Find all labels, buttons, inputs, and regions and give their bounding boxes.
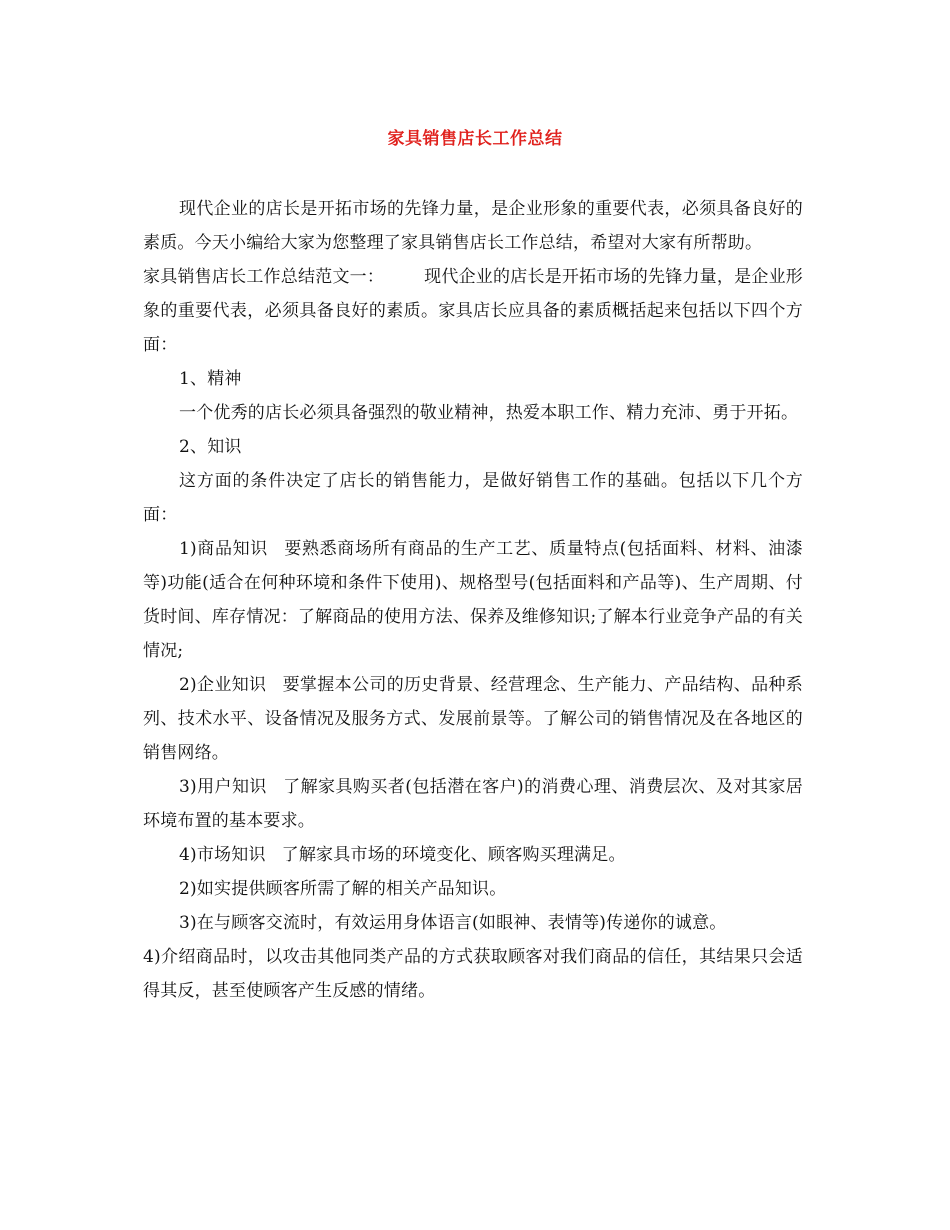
sample-heading: 家具销售店长工作总结范文一： bbox=[143, 267, 385, 287]
knowledge-text: 了解家具市场的环境变化、顾客购买理满足。 bbox=[281, 845, 626, 865]
knowledge-label: 4)市场知识 bbox=[179, 845, 266, 865]
sample-intro: 现代企业的店长是开拓市场的先锋力量，是企业形象的重要代表，必须具备良好的素质。家具店长应具备的素质概括起来包括以下四个方面： bbox=[143, 267, 803, 355]
section2-heading: 2、知识 bbox=[179, 437, 242, 457]
knowledge-text: 要熟悉商场所有商品的生产工艺、质量特点(包括面料、材料、油漆等)功能(适合在何种环境和条件下使用)、规格型号(包括面料和产品等)、生产周期、付货时间、库存情况：了解商品的使用方法、保养及维修知识;了解本行业竞争产品的有关情况; bbox=[143, 539, 803, 661]
document-title: 家具销售店长工作总结 bbox=[387, 129, 563, 149]
knowledge-item-product bbox=[143, 532, 803, 668]
tip-item-3: 3)在与顾客交流时，有效运用身体语言(如眼神、表情等)传递你的诚意。 bbox=[179, 913, 727, 933]
knowledge-label: 1)商品知识 bbox=[179, 539, 268, 559]
document-body bbox=[143, 192, 803, 1008]
tip-item-4: 4)介绍商品时，以攻击其他同类产品的方式获取顾客对我们商品的信任，其结果只会适得其反，甚至使顾客产生反感的情绪。 bbox=[143, 947, 803, 1001]
knowledge-label: 2)企业知识 bbox=[179, 675, 267, 695]
knowledge-item-company bbox=[143, 668, 803, 770]
section1-paragraph: 一个优秀的店长必须具备强烈的敬业精神，热爱本职工作、精力充沛、勇于开拓。 bbox=[179, 403, 799, 423]
knowledge-text: 了解家具购买者(包括潜在客户)的消费心理、消费层次、及对其家居环境布置的基本要求。 bbox=[143, 777, 803, 831]
section2-paragraph: 这方面的条件决定了店长的销售能力，是做好销售工作的基础。包括以下几个方面： bbox=[143, 471, 803, 525]
sample-paragraph bbox=[143, 260, 803, 362]
knowledge-text: 要掌握本公司的历史背景、经营理念、生产能力、产品结构、品种系列、技术水平、设备情况及服务方式、发展前景等。了解公司的销售情况及在各地区的销售网络。 bbox=[143, 675, 804, 763]
knowledge-item-market bbox=[143, 838, 803, 872]
knowledge-label: 3)用户知识 bbox=[179, 777, 267, 797]
intro-paragraph: 现代企业的店长是开拓市场的先锋力量，是企业形象的重要代表，必须具备良好的素质。今天小编给大家为您整理了家具销售店长工作总结，希望对大家有所帮助。 bbox=[143, 199, 803, 253]
knowledge-item-customer bbox=[143, 770, 803, 838]
section1-heading: 1、精神 bbox=[179, 369, 242, 389]
tip-item-2: 2)如实提供顾客所需了解的相关产品知识。 bbox=[179, 879, 507, 899]
